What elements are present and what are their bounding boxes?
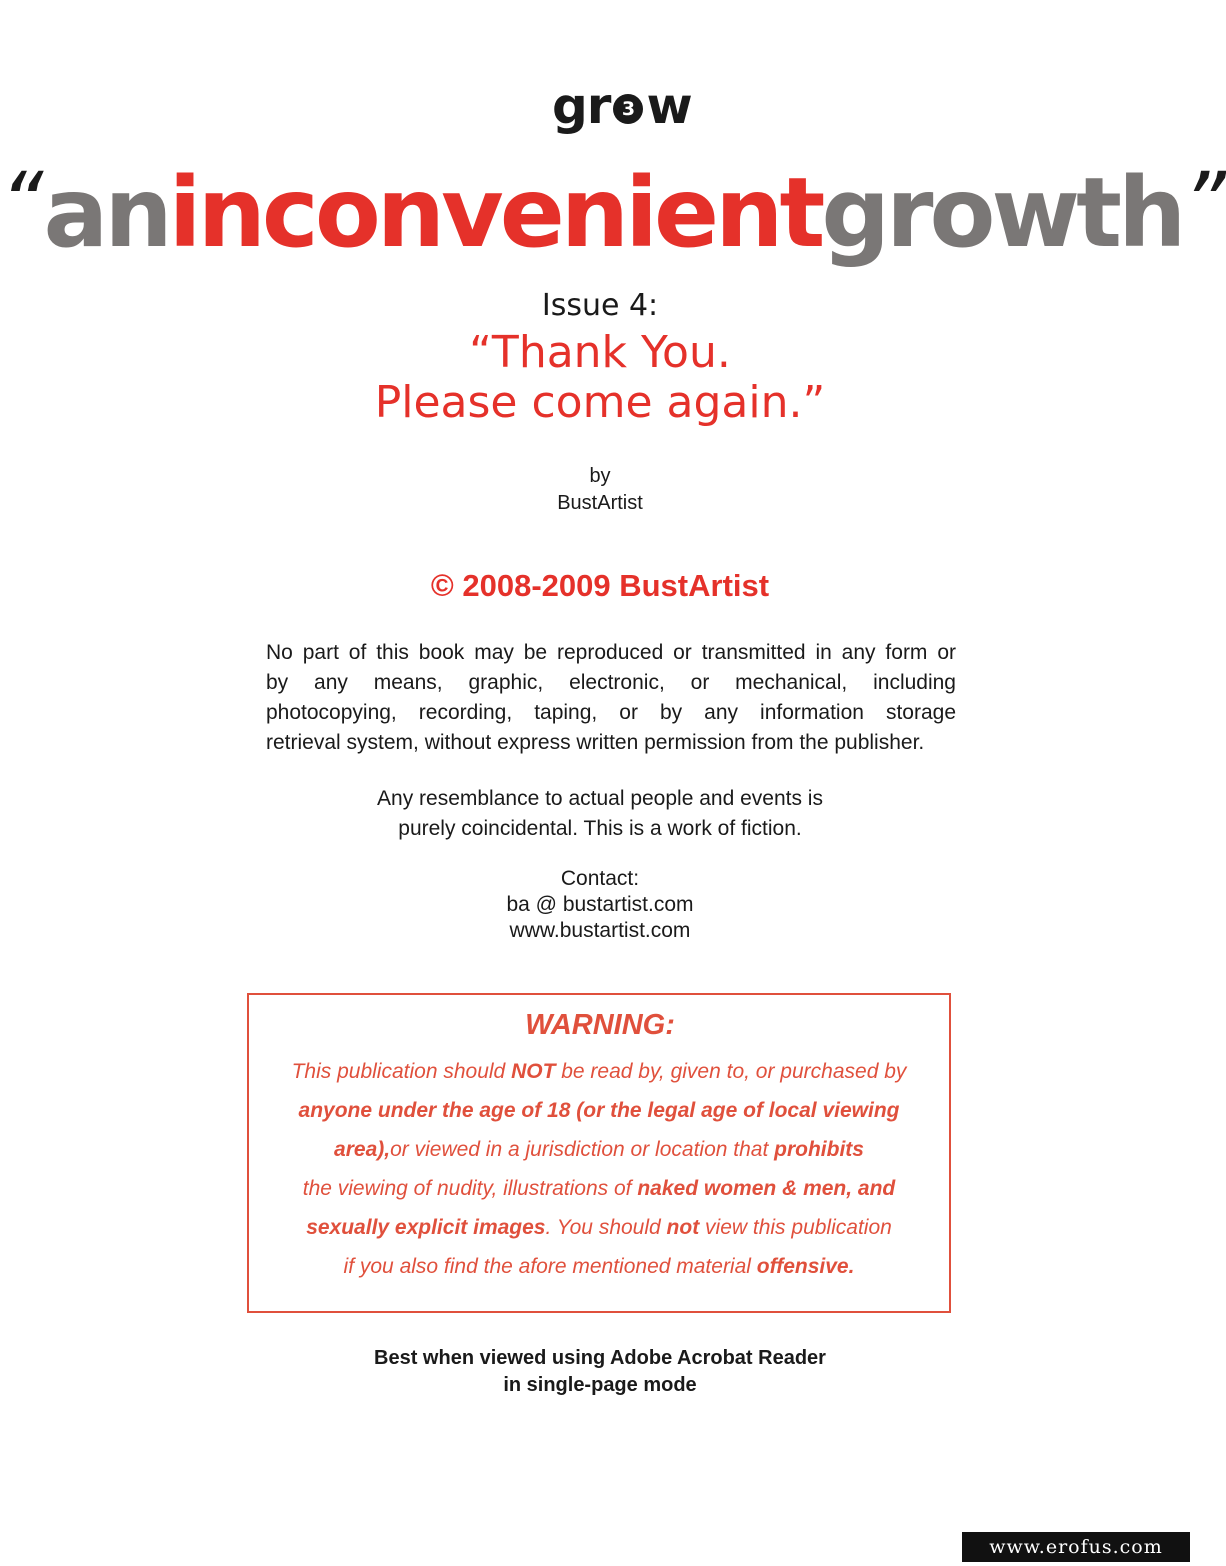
warning-text-emphasis: anyone under the age of 18 (or the legal age of local viewing bbox=[298, 1099, 900, 1122]
warning-text-segment: . You should bbox=[545, 1216, 667, 1239]
warning-line-2 bbox=[247, 1091, 951, 1130]
title-part-inconvenient: inconvenient bbox=[168, 157, 822, 269]
contact-email: ba @ bustartist.com bbox=[506, 893, 694, 916]
fiction-line-2: purely coincidental. This is a work of fiction. bbox=[398, 817, 802, 840]
warning-text-emphasis: naked women & men, and bbox=[637, 1177, 896, 1200]
warning-text-emphasis: NOT bbox=[511, 1060, 556, 1083]
warning-text-segment: the viewing of nudity, illustrations of bbox=[302, 1177, 638, 1200]
title-part-an: an bbox=[43, 157, 169, 269]
logo-text-post: w bbox=[646, 77, 692, 135]
warning-text-segment: if you also find the afore mentioned material bbox=[343, 1255, 757, 1278]
title-part-growth: growth bbox=[821, 157, 1183, 269]
fiction-disclaimer bbox=[0, 784, 1200, 844]
warning-line-5 bbox=[247, 1208, 951, 1247]
site-watermark: www.erofus.com bbox=[962, 1532, 1190, 1562]
byline-author: BustArtist bbox=[557, 492, 643, 514]
title-close-quote: ” bbox=[1182, 154, 1226, 252]
warning-text-emphasis: sexually explicit images bbox=[306, 1216, 546, 1239]
legal-line-3: photocopying, recording, taping, or by any information storage bbox=[266, 701, 956, 724]
copyright-notice: © 2008-2009 BustArtist bbox=[430, 568, 770, 603]
book-title bbox=[0, 148, 1226, 269]
subtitle-line-1: “Thank You. bbox=[469, 327, 731, 378]
logo-badge: 3 bbox=[613, 94, 643, 124]
warning-title: WARNING: bbox=[525, 1009, 675, 1041]
issue-number: Issue 4: bbox=[541, 288, 659, 323]
warning-line-4 bbox=[247, 1169, 951, 1208]
legal-line-1: No part of this book may be reproduced or transmitted in any form or bbox=[266, 641, 956, 664]
fiction-line-1: Any resemblance to actual people and events is bbox=[377, 787, 823, 810]
warning-line-3 bbox=[247, 1130, 951, 1169]
warning-text-emphasis: prohibits bbox=[774, 1138, 864, 1161]
logo-text-pre: gr bbox=[552, 77, 611, 135]
legal-line-2: by any means, graphic, electronic, or mechanical, including bbox=[266, 671, 956, 694]
warning-text-emphasis: offensive. bbox=[756, 1255, 855, 1278]
warning-line-1 bbox=[247, 1052, 951, 1091]
title-open-quote: “ bbox=[0, 154, 44, 252]
contact-label: Contact: bbox=[560, 867, 640, 890]
issue-subtitle bbox=[0, 328, 1200, 428]
byline-by: by bbox=[589, 465, 611, 487]
warning-line-6 bbox=[247, 1247, 951, 1286]
viewing-recommendation bbox=[0, 1345, 1200, 1399]
byline bbox=[0, 463, 1200, 517]
warning-text-segment: be read by, given to, or purchased by bbox=[555, 1060, 907, 1083]
warning-text-emphasis: area), bbox=[334, 1138, 391, 1161]
bestview-line-2: in single-page mode bbox=[503, 1374, 697, 1396]
contact-website: www.bustartist.com bbox=[509, 919, 691, 942]
bestview-line-1: Best when viewed using Adobe Acrobat Reader bbox=[374, 1347, 826, 1369]
warning-text-emphasis: not bbox=[666, 1216, 700, 1239]
contact-info bbox=[0, 866, 1200, 944]
legal-line-4: retrieval system, without express written permission from the publisher. bbox=[266, 731, 925, 754]
subtitle-line-2: Please come again.” bbox=[374, 377, 826, 428]
warning-text-segment: or viewed in a jurisdiction or location that bbox=[390, 1138, 775, 1161]
legal-notice bbox=[266, 638, 956, 758]
warning-text-segment: view this publication bbox=[699, 1216, 892, 1239]
warning-text bbox=[247, 1052, 951, 1286]
grow-logo bbox=[552, 78, 692, 134]
warning-text-segment: This publication should bbox=[291, 1060, 512, 1083]
